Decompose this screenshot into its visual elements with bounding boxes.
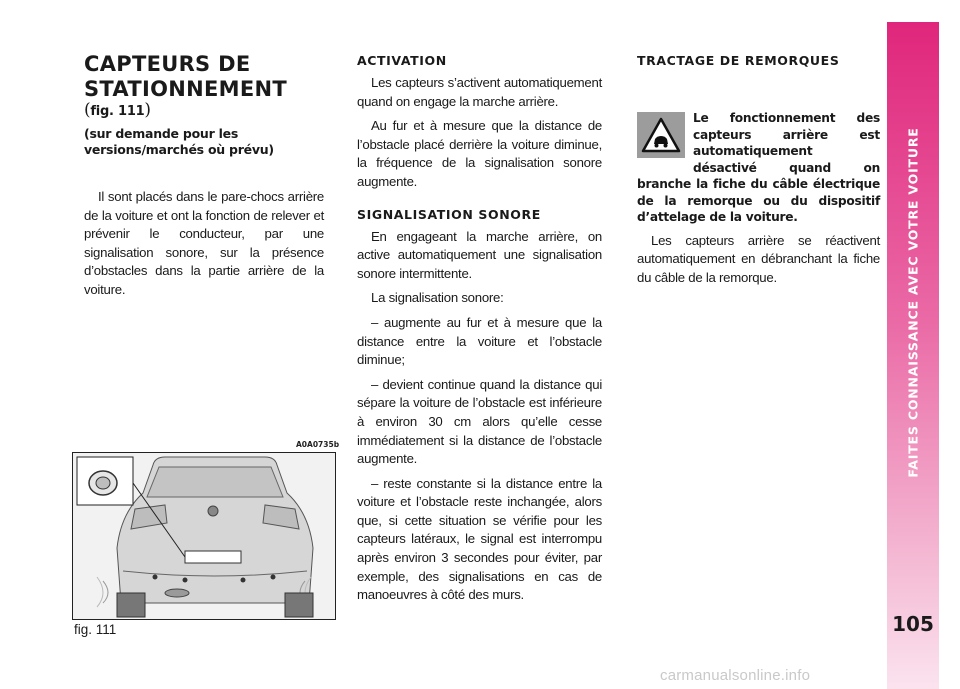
activation-paragraph-2: Au fur et à mesure que la distance de l’obstacle placé derrière la voiture diminue, la fréquence de la signalisation sonore augmente. xyxy=(357,118,602,189)
sound-paragraph-4: – devient continue quand la distance qui sépare la voiture de l’obstacle est inférieure à environ 30 cm alors qu’elle cesse immédiatement si la distance de l’obstacle augmente. xyxy=(357,376,602,467)
figure-reference-text: fig. 111 xyxy=(90,104,145,119)
page-number: 105 xyxy=(892,612,934,636)
right-column xyxy=(637,52,880,293)
title-line-1: CAPTEURS DE xyxy=(84,52,251,76)
sound-paragraph-1: En engageant la marche arrière, on active automatiquement une signalisation sonore intermittente. xyxy=(357,228,602,281)
sound-signal-heading: SIGNALISATION SONORE xyxy=(357,206,541,222)
warning-text-rest: quand on branche la fiche du câble électrique de la remorque ou du dispositif d’attelage de la voiture. xyxy=(637,160,880,224)
chapter-sidebar xyxy=(887,22,939,689)
middle-column xyxy=(357,52,602,611)
trailer-towing-heading: TRACTAGE DE REMORQUES xyxy=(637,53,840,68)
figure-code: A0A0735b xyxy=(296,440,340,449)
warning-block xyxy=(637,110,880,226)
watermark-link[interactable]: carmanualsonline.info xyxy=(660,667,811,684)
availability-note-line-2: versions/marchés où prévu) xyxy=(84,142,274,157)
left-column xyxy=(84,52,324,306)
activation-heading: ACTIVATION xyxy=(357,53,447,68)
sound-paragraph-5: – reste constante si la distance entre la voiture et l’obstacle reste inchangée, alors que, si cette situation se vérifie pour les capteurs latéraux, le signal est interrompu après environ 3 secondes pour éviter, par exemple, des signalisations en cas de manoeuvres à côté des murs. xyxy=(357,475,602,603)
warning-text-lead: Le fonctionnement des capteurs arrière est automatiquement désactivé xyxy=(693,111,880,175)
rear-car-drawing xyxy=(73,453,335,619)
figure-reference: (fig. 111) xyxy=(84,100,151,120)
figure-caption: fig. 111 xyxy=(74,622,117,637)
availability-note-line-1: (sur demande pour les xyxy=(84,126,239,141)
availability-note xyxy=(84,126,324,158)
title-line-2: STATIONNEMENT xyxy=(84,77,287,101)
activation-paragraph-1: Les capteurs s’activent automatiquement quand on engage la marche arrière. xyxy=(357,75,602,109)
trailer-body-paragraph: Les capteurs arrière se réactivent automatiquement en débranchant la fiche du câble de la remorque. xyxy=(637,232,880,285)
intro-paragraph: Il sont placés dans le pare-chocs arrière de la voiture et ont la fonction de relever et prévenir le conducteur, par une signalisation sonore, sur la présence d’obstacles dans la partie arrière de la voiture. xyxy=(84,189,324,297)
warning-triangle-icon xyxy=(637,112,685,158)
sound-paragraph-3: – augmente au fur et à mesure que la distance entre la voiture et l’obstacle diminue; xyxy=(357,314,602,368)
page-title xyxy=(84,52,324,102)
sound-paragraph-2: La signalisation sonore: xyxy=(371,290,504,306)
figure-111-rear-car-illustration xyxy=(72,452,336,620)
chapter-title: FAITES CONNAISSANCE AVEC VOTRE VOITURE xyxy=(905,126,921,478)
